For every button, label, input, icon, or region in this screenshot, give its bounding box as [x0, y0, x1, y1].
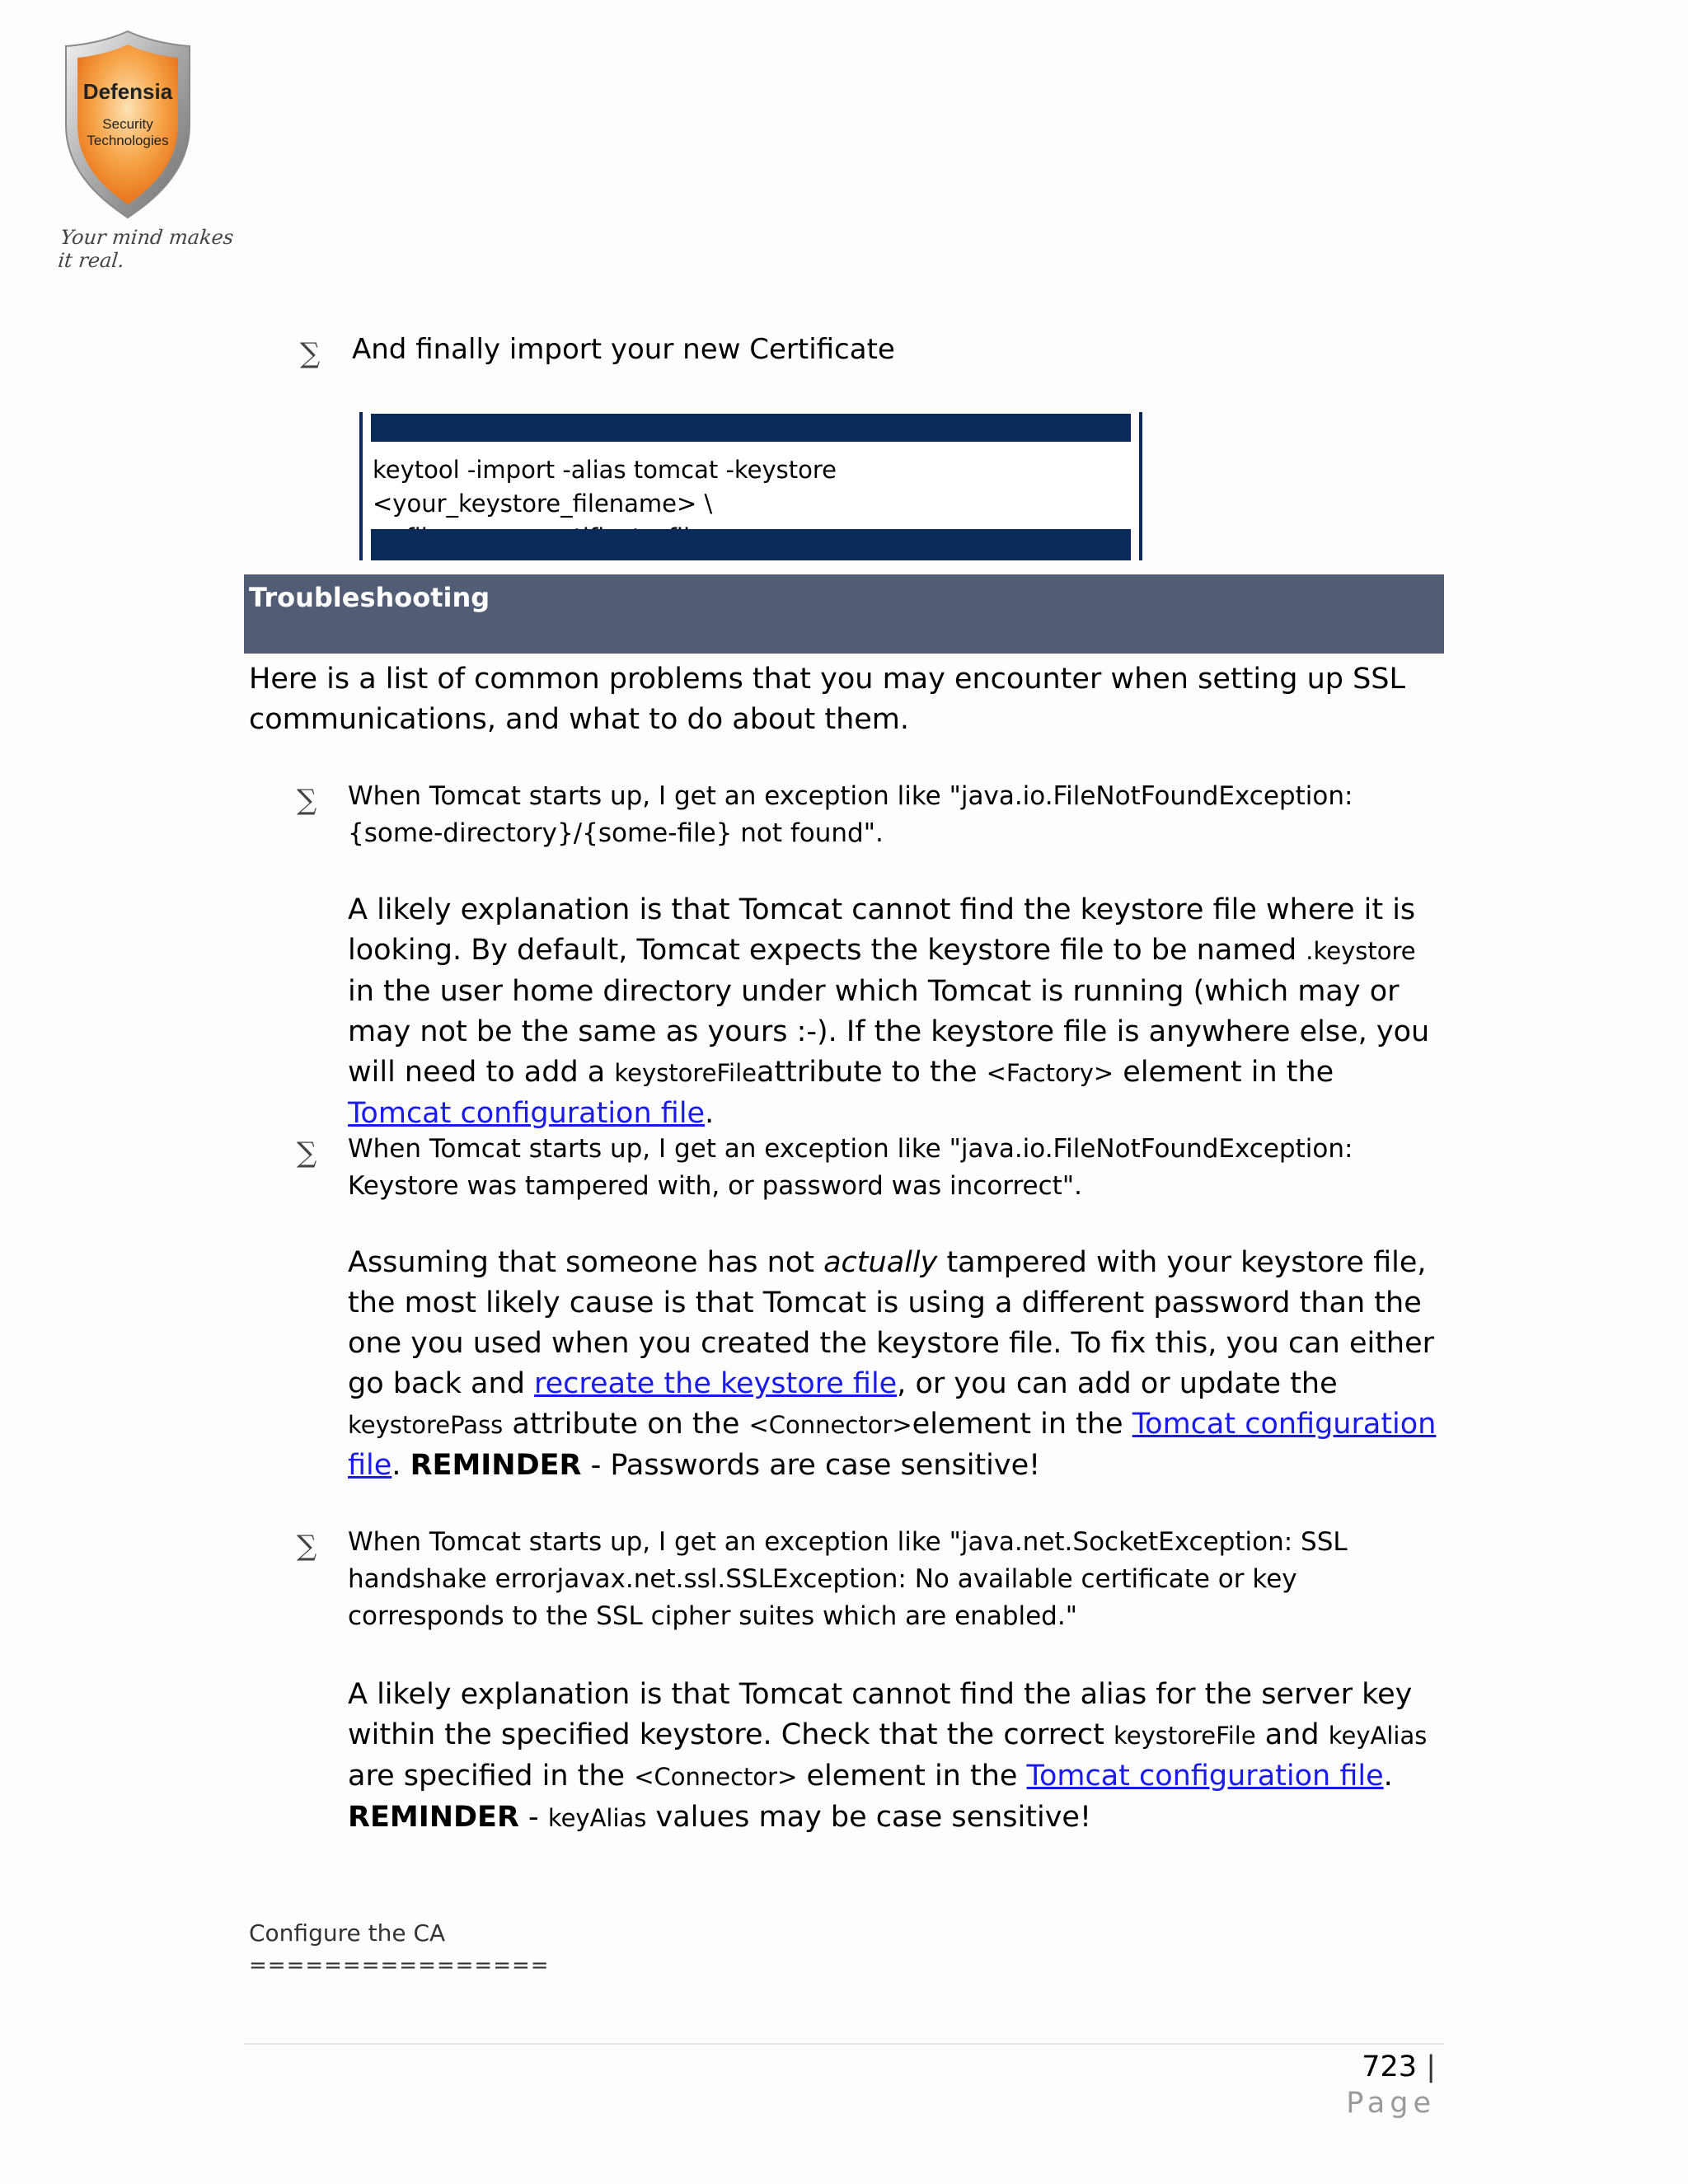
- recreate-keystore-link[interactable]: recreate the keystore file: [534, 1367, 898, 1400]
- problem-1-question: When Tomcat starts up, I get an exception like "java.io.FileNotFoundException: {some-directory}/{some-file} not found".: [348, 781, 1353, 848]
- code-block-top-bar: [359, 412, 1142, 442]
- tomcat-config-link[interactable]: Tomcat configuration file: [348, 1408, 1437, 1482]
- svg-text:Security: Security: [102, 116, 153, 132]
- svg-text:Defensia: Defensia: [82, 79, 173, 104]
- page-label: Page: [1346, 2087, 1436, 2120]
- code-line-1: keytool -import -alias tomcat -keystore <your_keystore_filename> \: [373, 456, 837, 518]
- problem-2-answer: Assuming that someone has not actually tampered with your keystore file, the most likely cause is that Tomcat is using a different password than the one you used when you created the keystore file. To fix this, you can either go back and recreate the keystore file, or you can add or update the keystorePass attribute on the <Connector>element in the Tomcat configuration file. REMINDER - Passwords are case sensitive!: [348, 1246, 1437, 1482]
- tomcat-config-link[interactable]: Tomcat configuration file: [348, 1097, 706, 1130]
- section-intro: Here is a list of common problems that you may encounter when setting up SSL communications, and what to do about them.: [249, 663, 1406, 736]
- page-footer: 723 | Page: [1346, 2050, 1436, 2120]
- import-step-text: And finally import your new Certificate: [352, 333, 895, 366]
- problem-2-question: When Tomcat starts up, I get an exception like "java.io.FileNotFoundException: Keystore was tampered with, or password was incorrect".: [348, 1134, 1353, 1201]
- problem-3-question: When Tomcat starts up, I get an exception like "java.net.SocketException: SSL handshake errorjavax.net.ssl.SSLException: No available certificate or key corresponds to the SSL cipher suites which are enabled.": [348, 1527, 1348, 1631]
- shield-icon: [58, 26, 264, 224]
- page-number: 723: [1362, 2050, 1418, 2083]
- bullet-icon: ∑: [297, 1530, 317, 1563]
- configure-ca-underline: ================: [249, 1953, 550, 1978]
- code-block: [359, 412, 1142, 560]
- svg-text:Technologies: Technologies: [87, 133, 169, 148]
- code-block-body: [359, 442, 1142, 527]
- tomcat-config-link[interactable]: Tomcat configuration file: [1026, 1760, 1384, 1793]
- configure-ca-heading: Configure the CA: [249, 1919, 446, 1947]
- footer-divider: [244, 2043, 1444, 2045]
- section-heading: Troubleshooting: [244, 574, 1444, 654]
- code-block-bottom-bar: [359, 527, 1142, 560]
- bullet-icon: ∑: [300, 337, 321, 370]
- problem-3-answer: A likely explanation is that Tomcat cannot find the alias for the server key within the specified keystore. Check that the correct keystoreFile and keyAlias are specified in the <Connector> element in the Tomcat configuration file. REMINDER - keyAlias values may be case sensitive!: [348, 1678, 1428, 1834]
- bullet-icon: ∑: [297, 1137, 317, 1169]
- logo-tagline: Your mind makes it real.: [57, 226, 235, 272]
- problem-1-answer: A likely explanation is that Tomcat cannot find the keystore file where it is looking. By default, Tomcat expects the keystore file to be named .keystore in the user home directory under which Tomcat is running (which may or may not be the same as yours :-). If the keystore file is anywhere else, you will need to add a keystoreFileattribute to the <Factory> element in the Tomcat configuration file.: [348, 893, 1430, 1130]
- bullet-icon: ∑: [297, 784, 317, 817]
